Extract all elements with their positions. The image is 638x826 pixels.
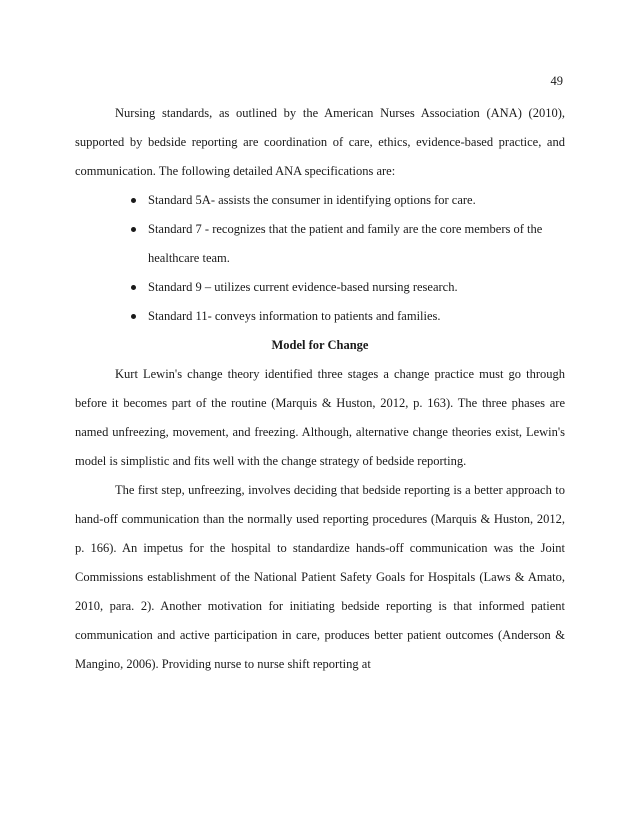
page-number: 49 — [550, 74, 563, 88]
bullet-icon — [131, 285, 136, 290]
bullet-icon — [131, 198, 136, 203]
standard-text: Standard 7 - recognizes that the patient and family are the core members of the healthcare team. — [148, 222, 543, 265]
body-paragraph: Kurt Lewin's change theory identified three stages a change practice must go through before it becomes part of the routine (Marquis & Huston, 2012, p. 163). The three phases are named unfreezing, movement, and freezing. Although, alternative change theories exist, Lewin's model is simplistic and fits well with the change strategy of bedside reporting. — [75, 367, 565, 468]
standard-text: Standard 9 – utilizes current evidence-based nursing research. — [148, 280, 458, 294]
standards-list-item — [131, 186, 565, 215]
intro-paragraph: Nursing standards, as outlined by the American Nurses Association (ANA) (2010), supported by bedside reporting are coordination of care, ethics, evidence-based practice, and communication. The following detailed ANA specifications are: — [75, 106, 565, 178]
standard-text: Standard 5A- assists the consumer in identifying options for care. — [148, 193, 476, 207]
standard-text: Standard 11- conveys information to patients and families. — [148, 309, 441, 323]
standards-list — [75, 186, 565, 331]
bullet-icon — [131, 314, 136, 319]
section-heading: Model for Change — [271, 338, 369, 352]
standards-list-item — [131, 302, 565, 331]
document-body — [75, 99, 565, 679]
body-paragraph: The first step, unfreezing, involves deciding that bedside reporting is a better approach to hand-off communication than the normally used reporting procedures (Marquis & Huston, 2012, p. 166). An impetus for the hospital to standardize hands-off communication was the Joint Commissions establishment of the National Patient Safety Goals for Hospitals (Laws & Amato, 2010, para. 2). Another motivation for initiating bedside reporting is that informed patient communication and active participation in care, produces better patient outcomes (Anderson & Mangino, 2006). Providing nurse to nurse shift reporting at — [75, 483, 565, 671]
standards-list-item — [131, 273, 565, 302]
bullet-icon — [131, 227, 136, 232]
standards-list-item — [131, 215, 565, 273]
